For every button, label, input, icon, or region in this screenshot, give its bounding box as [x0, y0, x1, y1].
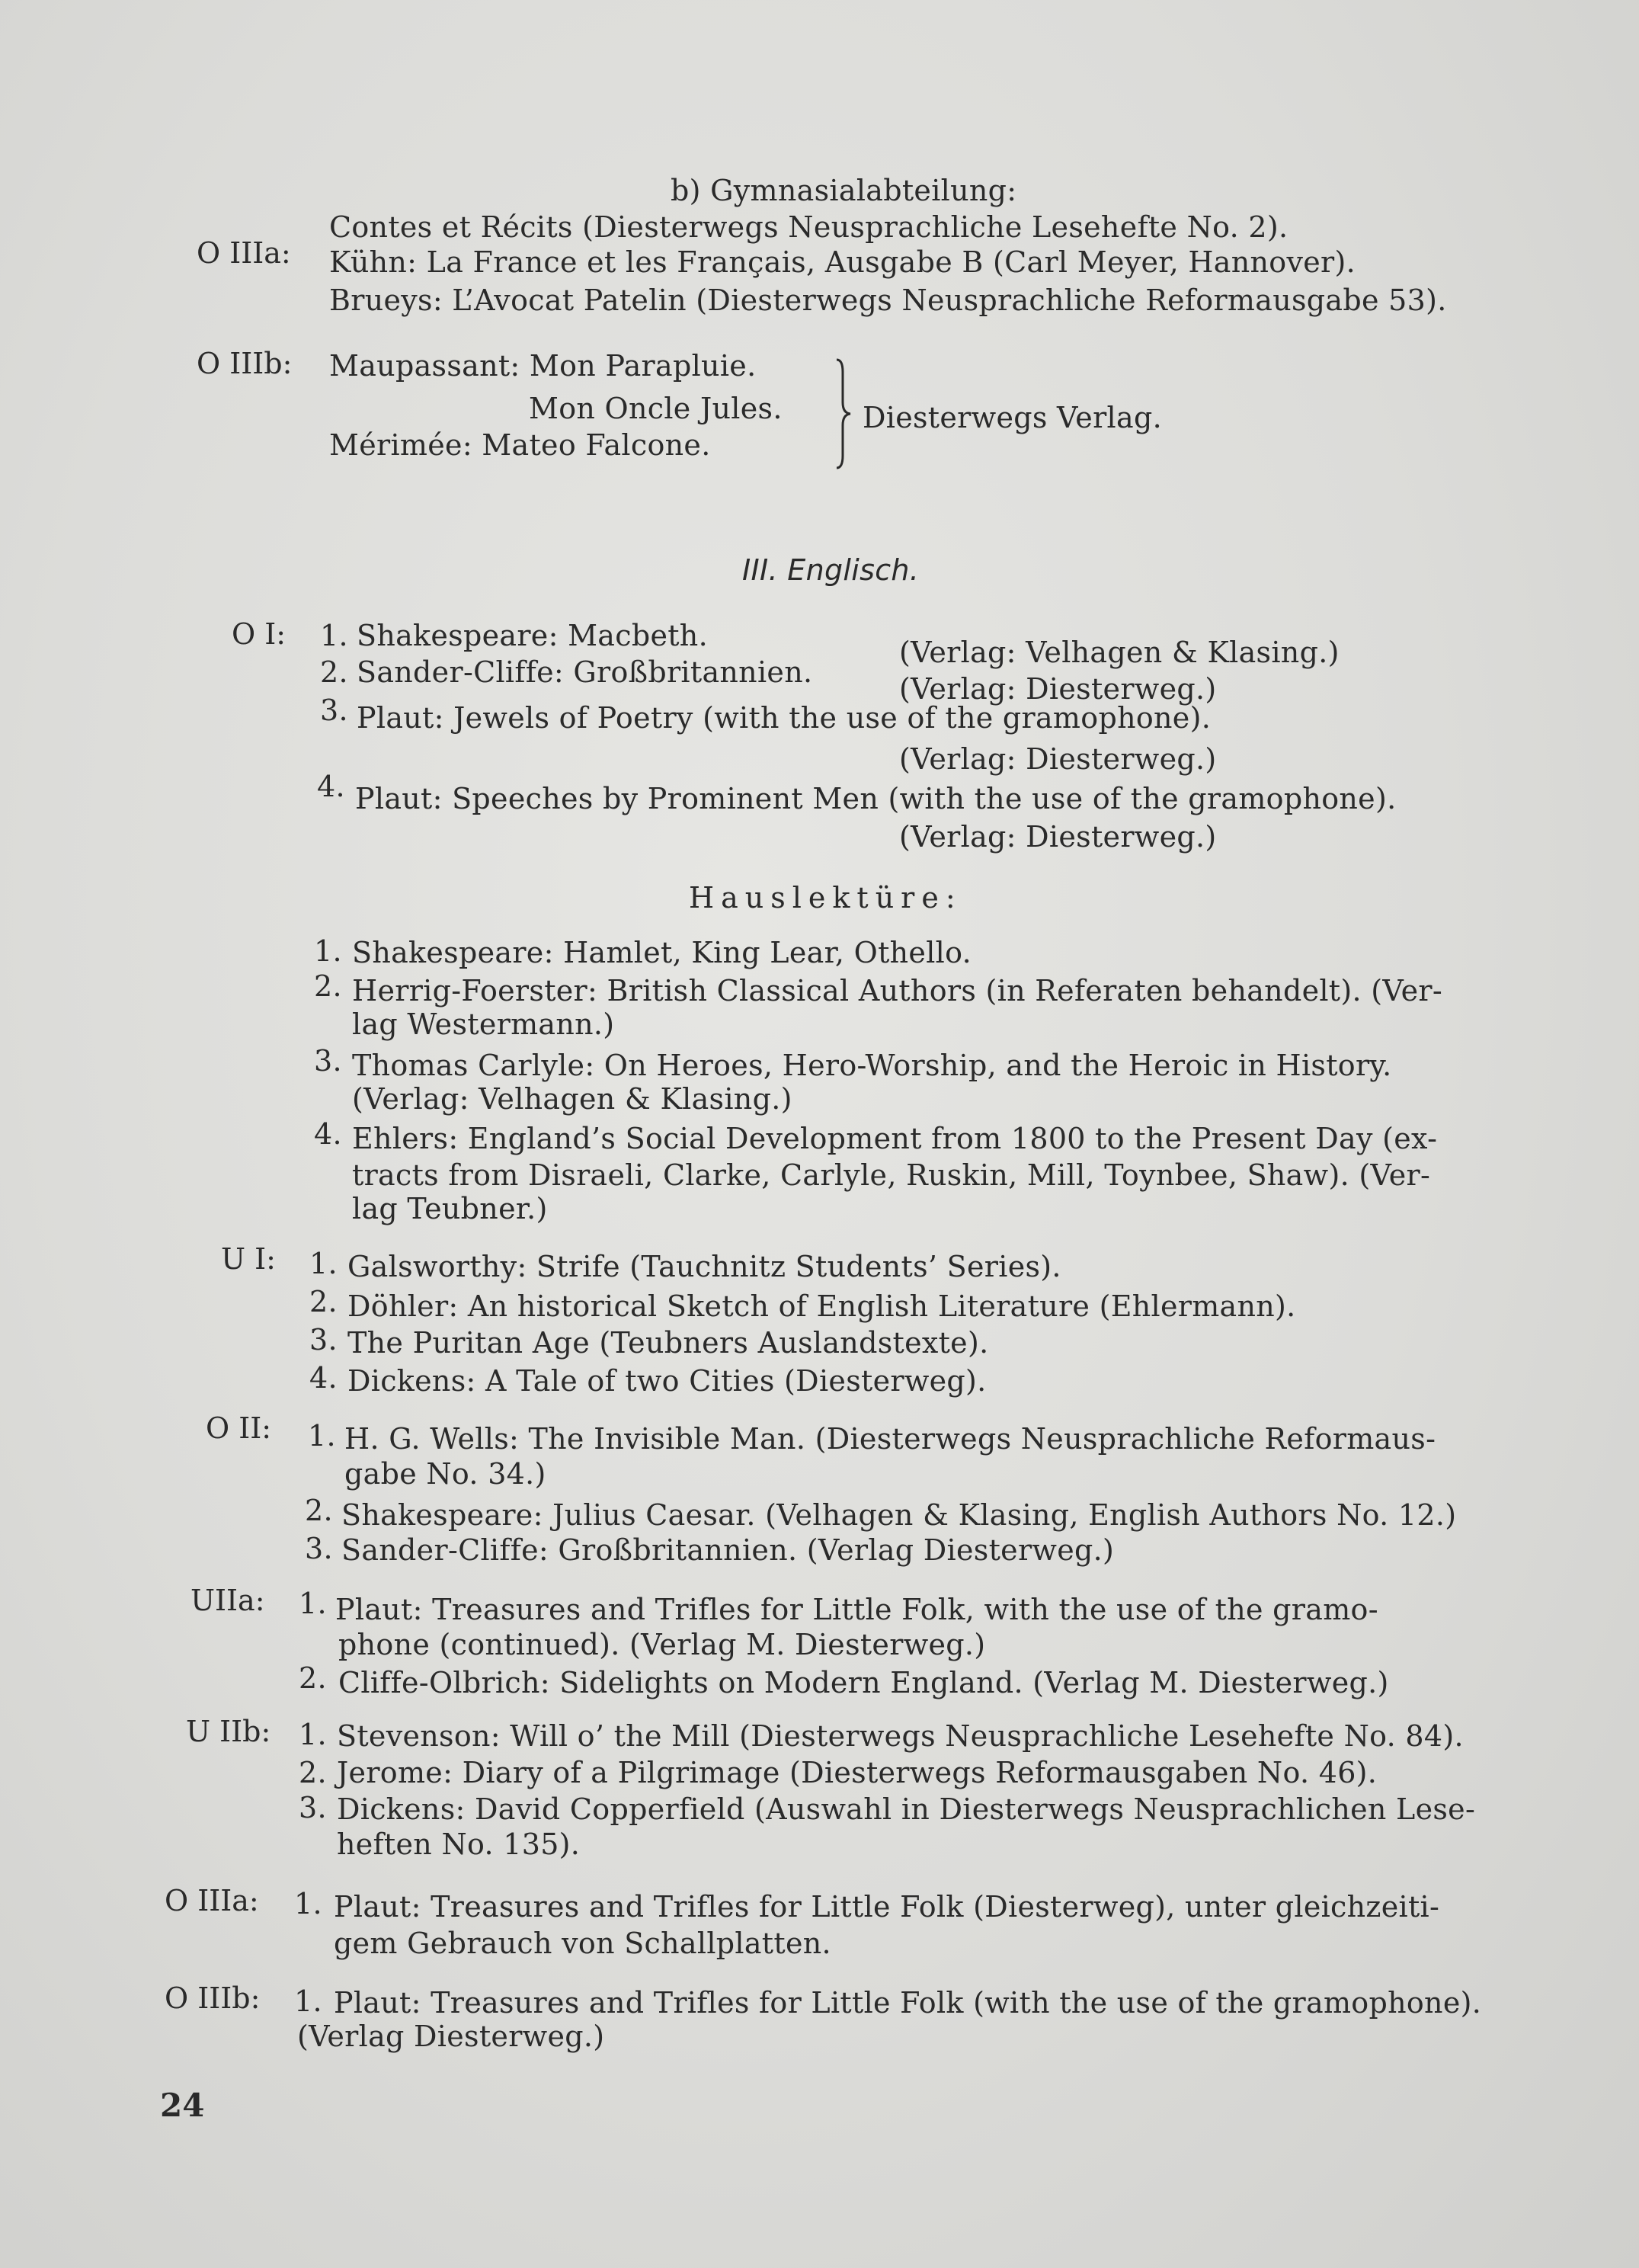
ui-item-1-line-1: Galsworthy: Strife (Tauchnitz Students’ Series).	[347, 1250, 1061, 1283]
page-number: 24	[160, 2087, 205, 2124]
haus-item-4-num: 4.	[314, 1117, 342, 1151]
oiiia-line-2: Kühn: La France et les Français, Ausgabe B (Carl Meyer, Hannover).	[329, 245, 1356, 279]
ui-item-3-num: 3.	[309, 1323, 338, 1357]
oiiia-line-3: Brueys: L’Avocat Patelin (Diesterwegs Neusprachliche Reformausgabe 53).	[329, 284, 1447, 317]
uiib-item-1-line-1: Stevenson: Will o’ the Mill (Diesterwegs Neusprachliche Lesehefte No. 84).	[337, 1719, 1464, 1753]
uiia-item-2-num: 2.	[299, 1661, 327, 1695]
oi-item-2-pub: (Verlag: Diesterweg.)	[899, 672, 1217, 706]
uiib-item-1-num: 1.	[299, 1718, 327, 1751]
oii-item-3-num: 3.	[305, 1532, 333, 1565]
oi-item-1-pub: (Verlag: Velhagen & Klasing.)	[899, 636, 1340, 669]
oi-item-1-text: Shakespeare: Macbeth.	[357, 619, 708, 652]
uiib-item-3-num: 3.	[299, 1791, 327, 1824]
oiiib-publisher: Diesterwegs Verlag.	[863, 401, 1162, 434]
oiiib-line-2: Mon Oncle Jules.	[529, 392, 783, 425]
ui-item-4-line-1: Dickens: A Tale of two Cities (Diesterweg).	[347, 1364, 987, 1398]
oi-item-3-pub: (Verlag: Diesterweg.)	[899, 742, 1217, 776]
haus-item-1-line-1: Shakespeare: Hamlet, King Lear, Othello.	[352, 936, 972, 969]
uiib-item-2-line-1: Jerome: Diary of a Pilgrimage (Diesterwegs Reformausgaben No. 46).	[337, 1756, 1378, 1789]
oii-item-1-line-1: H. G. Wells: The Invisible Man. (Diesterwegs Neusprachliche Reformaus-	[344, 1422, 1436, 1456]
oiiib-line-1: Maupassant: Mon Parapluie.	[329, 349, 757, 383]
oi-item-1-num: 1.	[320, 619, 348, 652]
oi-item-3-num: 3.	[320, 694, 348, 727]
class-label-oiiia: O IIIa:	[197, 236, 291, 270]
haus-item-4-line-1: Ehlers: England’s Social Development from 1800 to the Present Day (ex-	[352, 1122, 1438, 1155]
haus-item-4-line-2: tracts from Disraeli, Clarke, Carlyle, Ruskin, Mill, Toynbee, Shaw). (Ver-	[352, 1158, 1431, 1192]
oi-item-2-num: 2.	[320, 655, 348, 689]
oii-item-1-num: 1.	[308, 1419, 336, 1453]
oiiia-english-item-1-line-1: Plaut: Treasures and Trifles for Little Folk (Diesterweg), unter gleichzeiti-	[334, 1890, 1440, 1924]
haus-item-2-line-2: lag Westermann.)	[352, 1007, 615, 1041]
ui-item-4-num: 4.	[309, 1361, 338, 1395]
class-label-uiia: UIIa:	[190, 1584, 265, 1617]
uiia-item-1-line-2: phone (continued). (Verlag M. Diesterweg.)	[338, 1628, 986, 1661]
haus-item-3-line-1: Thomas Carlyle: On Heroes, Hero-Worship, and the Heroic in History.	[352, 1049, 1392, 1082]
uiia-item-2-line-1: Cliffe-Olbrich: Sidelights on Modern England. (Verlag M. Diesterweg.)	[338, 1666, 1389, 1699]
ui-item-1-num: 1.	[309, 1247, 338, 1280]
uiia-item-1-line-1: Plaut: Treasures and Trifles for Little Folk, with the use of the gramo-	[335, 1593, 1378, 1626]
oiiia-line-1: Contes et Récits (Diesterwegs Neusprachliche Lesehefte No. 2).	[329, 210, 1288, 244]
uiia-item-1-num: 1.	[299, 1587, 327, 1620]
uiib-item-3-line-2: heften No. 135).	[337, 1828, 581, 1861]
haus-item-1-num: 1.	[314, 934, 342, 968]
hauslektuere-heading: Hauslektüre:	[689, 881, 962, 915]
ui-item-2-line-1: Döhler: An historical Sketch of English Literature (Ehlermann).	[347, 1289, 1296, 1323]
oiiia-english-item-1-num: 1.	[294, 1887, 322, 1920]
oi-item-3-text: Plaut: Jewels of Poetry (with the use of the gramophone).	[357, 701, 1212, 735]
section-heading-englisch: III. Englisch.	[742, 553, 920, 587]
oii-item-1-line-2: gabe No. 34.)	[344, 1457, 546, 1491]
uiib-item-2-num: 2.	[299, 1756, 327, 1789]
haus-item-3-num: 3.	[314, 1044, 342, 1078]
class-label-oii: O II:	[206, 1411, 272, 1445]
class-label-oiiib-english: O IIIb:	[165, 1981, 261, 2015]
oii-item-2-line-1: Shakespeare: Julius Caesar. (Velhagen & Klasing, English Authors No. 12.)	[341, 1498, 1457, 1532]
oi-item-4-text: Plaut: Speeches by Prominent Men (with the use of the gramophone).	[355, 782, 1397, 815]
oiiib-line-3: Mérimée: Mateo Falcone.	[329, 428, 711, 462]
haus-item-4-line-3: lag Teubner.)	[352, 1192, 548, 1225]
oiiia-english-item-1-line-2: gem Gebrauch von Schallplatten.	[334, 1927, 831, 1960]
haus-item-2-line-1: Herrig-Foerster: British Classical Authors (in Referaten behandelt). (Ver-	[352, 974, 1443, 1007]
ui-item-3-line-1: The Puritan Age (Teubners Auslandstexte).	[347, 1326, 989, 1360]
oii-item-2-num: 2.	[305, 1494, 333, 1527]
curly-brace-icon	[831, 357, 853, 471]
oiiib-english-item-1-line-1: Plaut: Treasures and Trifles for Little Folk (with the use of the gramophone).	[334, 1986, 1482, 2020]
haus-item-2-num: 2.	[314, 969, 342, 1003]
ui-item-2-num: 2.	[309, 1285, 338, 1318]
uiib-item-3-line-1: Dickens: David Copperfield (Auswahl in Diesterwegs Neusprachlichen Lese-	[337, 1792, 1476, 1826]
oiiib-english-item-1-line-2: (Verlag Diesterweg.)	[297, 2020, 605, 2053]
oi-item-4-num: 4.	[317, 770, 345, 803]
class-label-uiib: U IIb:	[186, 1715, 271, 1748]
oiiib-english-item-1-num: 1.	[294, 1984, 322, 2018]
class-label-oiiib: O IIIb:	[197, 347, 293, 380]
oi-item-2-text: Sander-Cliffe: Großbritannien.	[357, 655, 813, 689]
class-label-oiiia-english: O IIIa:	[165, 1884, 259, 1917]
class-label-oi: O I:	[232, 617, 287, 651]
oi-item-4-pub: (Verlag: Diesterweg.)	[899, 820, 1217, 854]
haus-item-3-line-2: (Verlag: Velhagen & Klasing.)	[352, 1082, 792, 1116]
class-label-ui: U I:	[221, 1242, 276, 1276]
oii-item-3-line-1: Sander-Cliffe: Großbritannien. (Verlag Diesterweg.)	[341, 1533, 1115, 1567]
section-heading-gymnasium: b) Gymnasialabteilung:	[671, 174, 1017, 207]
